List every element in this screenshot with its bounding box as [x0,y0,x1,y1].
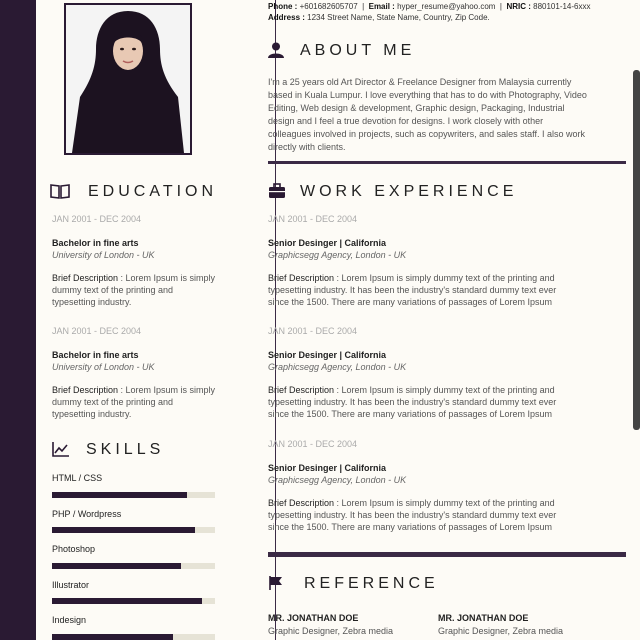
user-icon [268,42,284,63]
work-1-role: Senior Desinger | California [268,238,387,248]
address-label: Address : [268,13,305,22]
work-1-date: JAN 2001 - DEC 2004 [268,214,358,224]
work-2-role: Senior Desinger | California [268,350,387,360]
contact-line: Phone : +601682605707 | Email : hyper_resume@yahoo.com | NRIC : 880101-14-6xxx [268,2,591,11]
education-1-desc-label: Brief Description [52,273,119,283]
education-1-desc-text: : Lorem Ipsum is simply dummy text of the printing and typesetting industry. [52,273,216,307]
phone-value: +601682605707 [299,2,358,11]
education-2-desc-text: : Lorem Ipsum is simply dummy text of the printing and typesetting industry. [52,385,216,419]
work-3-date: JAN 2001 - DEC 2004 [268,439,358,449]
work-1-desc [268,272,578,308]
skill-1-bar [52,492,215,498]
education-2-school: University of London - UK [52,362,155,372]
education-2-degree: Bachelor in fine arts [52,350,139,360]
work-2-desc-text: : Lorem Ipsum is simply dummy text of the printing and typesetting industry. It has been the industry's standard dummy text ever since the 1500. There are many variations of passages of Lorem Ipsum [268,385,557,419]
email-label: Email : [368,2,395,11]
book-icon [50,183,70,204]
work-2-date: JAN 2001 - DEC 2004 [268,326,358,336]
skill-4-label: Illustrator [52,580,90,590]
skill-2-label: PHP / Wordpress [52,509,122,519]
skill-3-bar [52,563,215,569]
briefcase-icon [268,183,286,204]
education-2-desc [52,384,217,420]
skill-5-fill [52,634,173,640]
work-3-desc-label: Brief Description [268,498,335,508]
skills-title: SKILLS [86,441,165,458]
flag-icon [268,575,284,596]
education-1-desc [52,272,217,308]
skill-4-fill [52,598,202,604]
work-1-desc-text: : Lorem Ipsum is simply dummy text of the printing and typesetting industry. It has been the industry's standard dummy text ever since the 1500. There are many variations of passages of Lorem Ipsum [268,273,557,307]
work-2-company: Graphicsegg Agency, London - UK [268,362,407,372]
about-title: ABOUT ME [300,42,416,59]
work-1-desc-label: Brief Description [268,273,335,283]
skill-2-fill [52,527,195,533]
skill-5-label: Indesign [52,615,87,625]
education-2-desc-label: Brief Description [52,385,119,395]
work-3-desc-text: : Lorem Ipsum is simply dummy text of the printing and typesetting industry. It has been the industry's standard dummy text ever since the 1500. There are many variations of passages of Lorem Ipsum [268,498,557,532]
work-3-company: Graphicsegg Agency, London - UK [268,475,407,485]
work-3-role: Senior Desinger | California [268,463,387,473]
education-1-school: University of London - UK [52,250,155,260]
education-1-date: JAN 2001 - DEC 2004 [52,214,142,224]
skill-1-label: HTML / CSS [52,473,103,483]
reference-1-name: MR. JONATHAN DOE [268,613,359,623]
skill-2-bar [52,527,215,533]
reference-2-role: Graphic Designer, Zebra media [438,626,564,636]
reference-2-name: MR. JONATHAN DOE [438,613,529,623]
resume-page [36,0,626,640]
work-2-desc [268,384,578,420]
education-2-date: JAN 2001 - DEC 2004 [52,326,142,336]
education-1-degree: Bachelor in fine arts [52,238,139,248]
reference-1-role: Graphic Designer, Zebra media [268,626,394,636]
skill-5-bar [52,634,215,640]
work-2-desc-label: Brief Description [268,385,335,395]
reference-title: REFERENCE [304,575,439,592]
work-title: WORK EXPERIENCE [300,183,518,200]
work-1-company: Graphicsegg Agency, London - UK [268,250,407,260]
phone-label: Phone : [268,2,298,11]
education-title: EDUCATION [88,183,218,200]
skill-3-fill [52,563,181,569]
about-divider [268,161,626,164]
skill-3-label: Photoshop [52,544,96,554]
work-divider [268,552,626,557]
email-value: hyper_resume@yahoo.com [397,2,496,11]
scrollbar[interactable] [633,70,640,430]
skill-4-bar [52,598,215,604]
address-value: 1234 Street Name, State Name, Country, Zip Code. [307,13,490,22]
skill-1-fill [52,492,187,498]
about-text: I'm a 25 years old Art Director & Freelance Designer from Malaysia currently based in Kuala Lumpur. I love everything that has to do with Photography, Video Editing, Web design & development, Graphic design, Packaging, Industrial design and I feel a true devotion for designs. I work closely with other colleagues involved in projects, such as copywriters, and sales staff. I also work directly with clients. [268,77,587,152]
nric-value: 880101-14-6xxx [533,2,591,11]
nric-label: NRIC : [506,2,531,11]
work-3-desc [268,497,578,533]
address-line [268,13,490,22]
profile-photo [64,3,192,155]
chart-icon [52,441,70,462]
